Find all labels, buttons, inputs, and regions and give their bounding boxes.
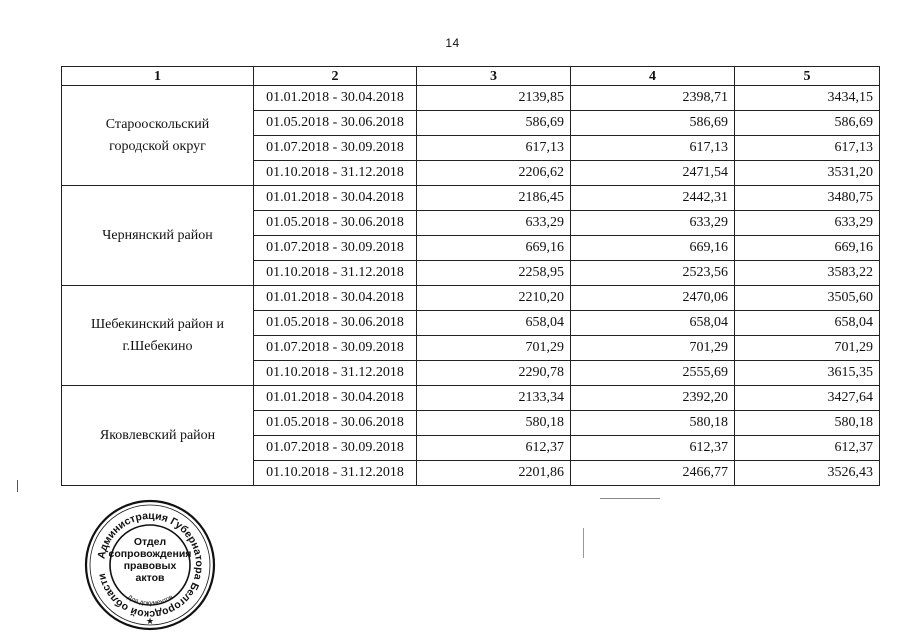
value-col-5-cell: 3583,22 (735, 261, 880, 286)
value-col-5-cell: 658,04 (735, 311, 880, 336)
value-col-4-cell: 2398,71 (571, 86, 735, 111)
value-col-3-cell: 2210,20 (417, 286, 571, 311)
period-cell: 01.07.2018 - 30.09.2018 (254, 236, 417, 261)
stamp-ring-text: Администрация Губернатора Белгородской области (95, 509, 206, 621)
value-col-3-cell: 669,16 (417, 236, 571, 261)
value-col-4-cell: 2466,77 (571, 461, 735, 486)
value-col-5-cell: 586,69 (735, 111, 880, 136)
value-col-5-cell: 3505,60 (735, 286, 880, 311)
district-name-cell (62, 286, 254, 386)
value-col-3-cell: 2139,85 (417, 86, 571, 111)
value-col-5-cell: 633,29 (735, 211, 880, 236)
period-cell: 01.07.2018 - 30.09.2018 (254, 336, 417, 361)
scan-artifact-mid (583, 528, 584, 558)
district-name-line: Шебекинский район и (91, 316, 224, 332)
stamp-bottom-text: Для документов (125, 593, 175, 608)
value-col-3-cell: 2201,86 (417, 461, 571, 486)
value-col-3-cell: 2206,62 (417, 161, 571, 186)
value-col-3-cell: 586,69 (417, 111, 571, 136)
stamp-line-4: актов (135, 572, 165, 584)
value-col-3-cell: 658,04 (417, 311, 571, 336)
period-cell: 01.10.2018 - 31.12.2018 (254, 361, 417, 386)
stamp-line-2: сопровождения (108, 548, 192, 560)
header-row (62, 67, 880, 86)
district-name-line: г.Шебекино (122, 338, 193, 354)
header-col-5: 5 (735, 67, 880, 86)
district-name-line: Чернянский район (102, 227, 213, 243)
period-cell: 01.05.2018 - 30.06.2018 (254, 411, 417, 436)
stamp-star-icon: ★ (145, 616, 155, 626)
district-name-cell (62, 86, 254, 186)
value-col-4-cell: 2392,20 (571, 386, 735, 411)
value-col-4-cell: 701,29 (571, 336, 735, 361)
table-row (62, 286, 880, 311)
scan-artifact-left (17, 480, 18, 492)
value-col-5-cell: 3427,64 (735, 386, 880, 411)
period-cell: 01.01.2018 - 30.04.2018 (254, 86, 417, 111)
value-col-4-cell: 633,29 (571, 211, 735, 236)
value-col-5-cell: 701,29 (735, 336, 880, 361)
value-col-4-cell: 2470,06 (571, 286, 735, 311)
district-name-line: Яковлевский район (99, 427, 216, 443)
period-cell: 01.10.2018 - 31.12.2018 (254, 161, 417, 186)
period-cell: 01.05.2018 - 30.06.2018 (254, 111, 417, 136)
value-col-5-cell: 3526,43 (735, 461, 880, 486)
district-name-cell (62, 386, 254, 486)
value-col-3-cell: 2186,45 (417, 186, 571, 211)
value-col-3-cell: 2290,78 (417, 361, 571, 386)
period-cell: 01.10.2018 - 31.12.2018 (254, 461, 417, 486)
period-cell: 01.10.2018 - 31.12.2018 (254, 261, 417, 286)
table-body (62, 86, 880, 486)
scan-artifact-under-table (600, 498, 660, 499)
value-col-5-cell: 669,16 (735, 236, 880, 261)
period-cell: 01.05.2018 - 30.06.2018 (254, 211, 417, 236)
page-number: 14 (445, 36, 460, 50)
value-col-4-cell: 2471,54 (571, 161, 735, 186)
header-col-4: 4 (571, 67, 735, 86)
district-name-line: Старооскольский (105, 116, 210, 132)
value-col-5-cell: 3531,20 (735, 161, 880, 186)
stamp-line-1: Отдел (133, 536, 167, 548)
value-col-4-cell: 2523,56 (571, 261, 735, 286)
value-col-5-cell: 617,13 (735, 136, 880, 161)
value-col-4-cell: 658,04 (571, 311, 735, 336)
value-col-3-cell: 2133,34 (417, 386, 571, 411)
value-col-4-cell: 617,13 (571, 136, 735, 161)
period-cell: 01.01.2018 - 30.04.2018 (254, 186, 417, 211)
period-cell: 01.01.2018 - 30.04.2018 (254, 386, 417, 411)
table-row (62, 186, 880, 211)
district-name-line: городской округ (109, 138, 206, 154)
value-col-4-cell: 586,69 (571, 111, 735, 136)
value-col-3-cell: 612,37 (417, 436, 571, 461)
value-col-4-cell: 612,37 (571, 436, 735, 461)
header-col-3: 3 (417, 67, 571, 86)
table-row (62, 86, 880, 111)
period-cell: 01.07.2018 - 30.09.2018 (254, 436, 417, 461)
period-cell: 01.07.2018 - 30.09.2018 (254, 136, 417, 161)
value-col-5-cell: 3480,75 (735, 186, 880, 211)
value-col-5-cell: 3615,35 (735, 361, 880, 386)
header-col-1: 1 (62, 67, 254, 86)
value-col-4-cell: 2555,69 (571, 361, 735, 386)
value-col-4-cell: 669,16 (571, 236, 735, 261)
value-col-5-cell: 3434,15 (735, 86, 880, 111)
stamp-line-3: правовых (123, 560, 177, 572)
value-col-3-cell: 580,18 (417, 411, 571, 436)
header-col-2: 2 (254, 67, 417, 86)
tariff-table (61, 66, 880, 486)
value-col-4-cell: 2442,31 (571, 186, 735, 211)
period-cell: 01.01.2018 - 30.04.2018 (254, 286, 417, 311)
value-col-5-cell: 612,37 (735, 436, 880, 461)
value-col-3-cell: 617,13 (417, 136, 571, 161)
table-header (62, 67, 880, 86)
value-col-5-cell: 580,18 (735, 411, 880, 436)
period-cell: 01.05.2018 - 30.06.2018 (254, 311, 417, 336)
district-name-cell (62, 186, 254, 286)
official-stamp (82, 497, 218, 633)
table-row (62, 386, 880, 411)
value-col-3-cell: 2258,95 (417, 261, 571, 286)
value-col-3-cell: 701,29 (417, 336, 571, 361)
value-col-4-cell: 580,18 (571, 411, 735, 436)
value-col-3-cell: 633,29 (417, 211, 571, 236)
